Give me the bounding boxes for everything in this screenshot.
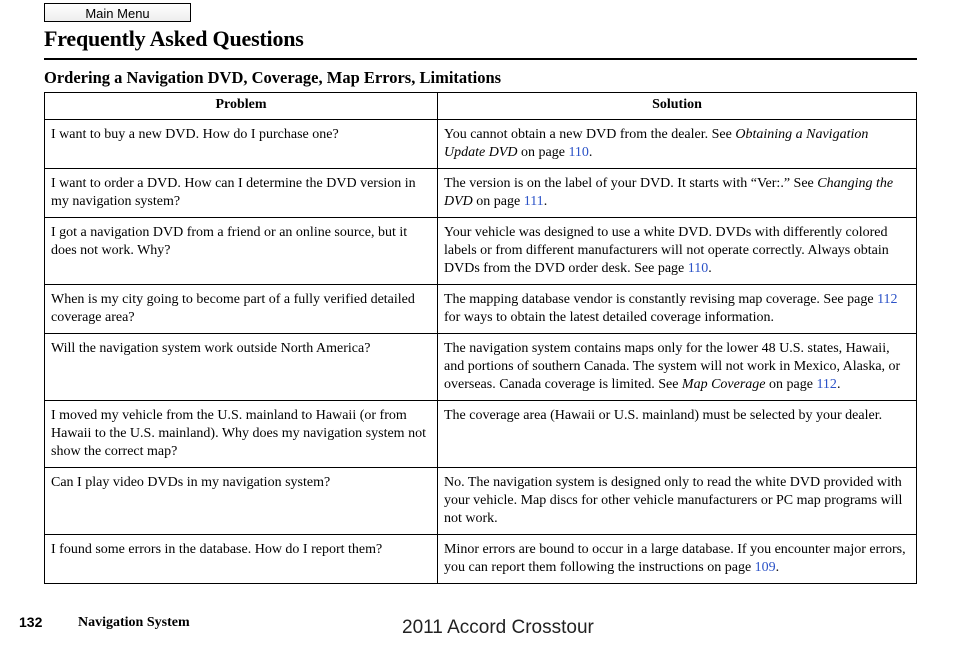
solution-text: The version is on the label of your DVD. It starts with “Ver:.” See <box>444 176 818 191</box>
problem-cell: Can I play video DVDs in my navigation system? <box>45 468 438 535</box>
table-row <box>45 120 917 169</box>
solution-text: Minor errors are bound to occur in a large database. If you encounter major errors, you can report them following the instructions on page <box>444 542 906 575</box>
solution-text: . <box>543 194 548 209</box>
page-link[interactable]: 110 <box>568 145 589 160</box>
solution-text: on page <box>517 145 569 160</box>
problem-cell: I found some errors in the database. How do I report them? <box>45 535 438 584</box>
title-divider <box>44 58 917 60</box>
column-header-solution: Solution <box>438 93 917 120</box>
page-link[interactable]: 110 <box>687 261 709 276</box>
solution-text: The coverage area (Hawaii or U.S. mainland) must be selected by your dealer. <box>444 408 883 423</box>
page-link[interactable]: 109 <box>754 560 776 575</box>
page-link[interactable]: 111 <box>523 194 544 209</box>
solution-text: on page <box>472 194 524 209</box>
table-row <box>45 468 917 535</box>
solution-text: . <box>836 377 841 392</box>
table-header-row <box>45 93 917 120</box>
solution-cell <box>438 401 917 468</box>
problem-cell: I want to order a DVD. How can I determine the DVD version in my navigation system? <box>45 169 438 218</box>
problem-cell: I got a navigation DVD from a friend or an online source, but it does not work. Why? <box>45 218 438 285</box>
solution-text: . <box>588 145 593 160</box>
solution-cell <box>438 334 917 401</box>
solution-text: The mapping database vendor is constantly revising map coverage. See page <box>444 292 878 307</box>
problem-cell: I want to buy a new DVD. How do I purchase one? <box>45 120 438 169</box>
problem-cell: Will the navigation system work outside North America? <box>45 334 438 401</box>
page-link[interactable]: 112 <box>816 377 837 392</box>
solution-text: for ways to obtain the latest detailed coverage information. <box>444 310 775 325</box>
solution-text: Your vehicle was designed to use a white DVD. DVDs with differently colored labels or from different manufacturers will not operate correctly. Always obtain DVDs from the DVD order desk. See page <box>444 225 889 276</box>
solution-text: . <box>708 261 712 276</box>
faq-table <box>44 92 917 584</box>
solution-cell <box>438 468 917 535</box>
solution-cell <box>438 169 917 218</box>
solution-reference-title: Obtaining a Navigation Update DVD <box>444 127 869 160</box>
solution-reference-title: Map Coverage <box>681 377 766 392</box>
problem-cell: I moved my vehicle from the U.S. mainland to Hawaii (or from Hawaii to the U.S. mainland). Why does my navigation system not show the correct map? <box>45 401 438 468</box>
table-row <box>45 285 917 334</box>
solution-text: The navigation system contains maps only for the lower 48 U.S. states, Hawaii, and portions of southern Canada. The system will not work in Mexico, Alaska, or overseas. Canada coverage is limited. See <box>444 341 901 392</box>
table-row <box>45 535 917 584</box>
table-row <box>45 334 917 401</box>
section-title: Ordering a Navigation DVD, Coverage, Map Errors, Limitations <box>44 68 502 87</box>
solution-cell <box>438 120 917 169</box>
table-row <box>45 401 917 468</box>
page-title: Frequently Asked Questions <box>44 26 304 51</box>
faq-table-body <box>45 120 917 584</box>
solution-text: You cannot obtain a new DVD from the dealer. See <box>444 127 736 142</box>
solution-text: on page <box>765 377 817 392</box>
table-row <box>45 169 917 218</box>
table-row <box>45 218 917 285</box>
solution-cell <box>438 218 917 285</box>
solution-reference-title: Changing the DVD <box>444 176 894 209</box>
watermark-text: 2011 Accord Crosstour <box>402 617 594 638</box>
solution-text: . <box>775 560 780 575</box>
column-header-problem: Problem <box>45 93 438 120</box>
page-number: 132 <box>19 614 43 630</box>
problem-cell: When is my city going to become part of a fully verified detailed coverage area? <box>45 285 438 334</box>
main-menu-button[interactable]: Main Menu <box>44 3 191 22</box>
page-link[interactable]: 112 <box>877 292 898 307</box>
footer-label: Navigation System <box>78 615 190 630</box>
solution-cell <box>438 535 917 584</box>
solution-cell <box>438 285 917 334</box>
solution-text: No. The navigation system is designed only to read the white DVD provided with your vehicle. Map discs for other vehicle manufacturers or PC map programs will not work. <box>444 475 903 526</box>
